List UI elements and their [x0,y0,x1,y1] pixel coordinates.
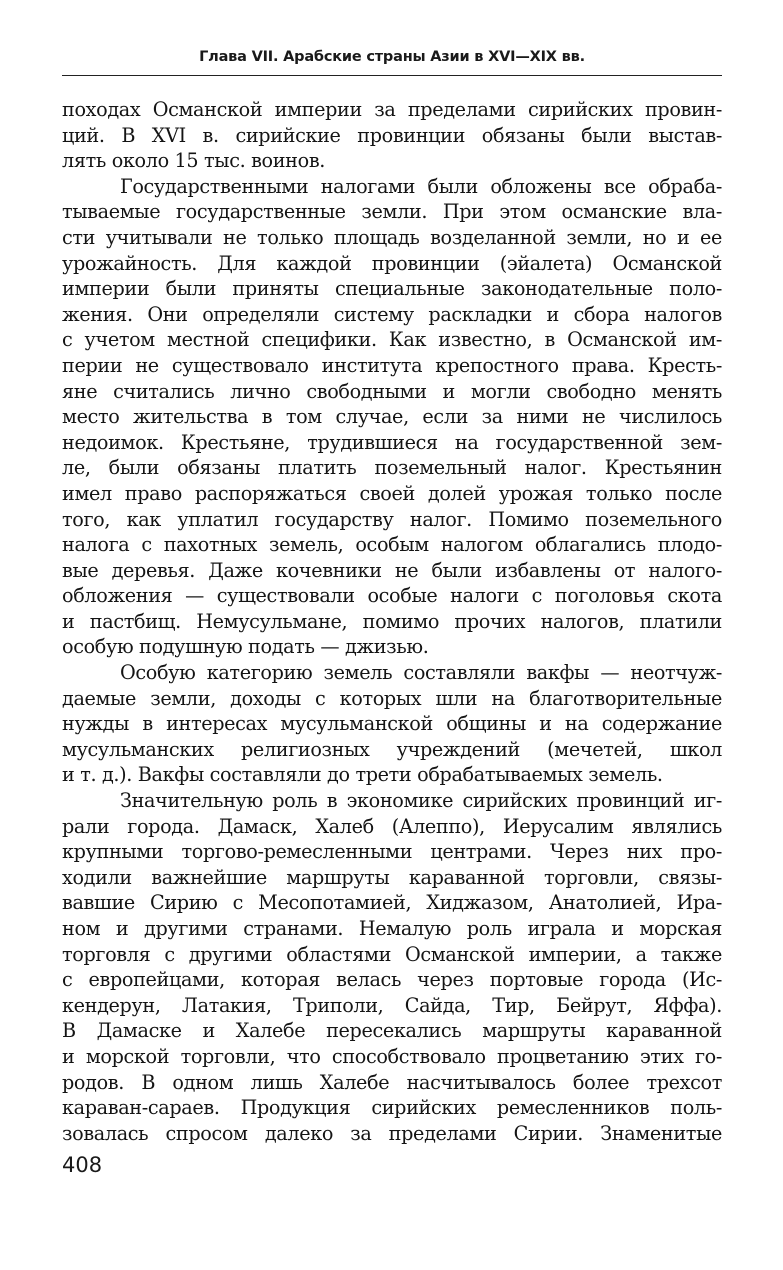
body-line: ходили важнейшие маршруты караванной торговли, связы- [62,865,722,889]
body-line: караван-сараев. Продукция сирийских ремесленников поль- [62,1096,722,1120]
paragraph-first-line: Государственными налогами были обложены все обраба- [120,174,722,198]
body-line: вавшие Сирию с Месопотамией, Хиджазом, Анатолией, Ира- [62,891,722,915]
body-line: место жительства в том случае, если за ними не числилось [62,405,722,429]
header-rule [62,75,722,76]
body-line: и т. д.). Вакфы составляли до трети обрабатываемых земель. [62,763,663,787]
body-line: перии не существовало института крепостного права. Кресть- [62,353,722,377]
body-line: торговля с другими областями Османской империи, а также [62,942,722,966]
body-line: обложения — существовали особые налоги с поголовья скота [62,584,722,608]
running-head: Глава VII. Арабские страны Азии в XVI—XIX вв. [199,49,585,65]
body-line: нужды в интересах мусульманской общины и на содержание [62,712,722,736]
body-line: жения. Они определяли систему раскладки и сбора налогов [62,302,722,326]
body-line: рали города. Дамаск, Халеб (Алеппо), Иерусалим являлись [62,814,722,838]
page-number: 408 [62,1153,103,1177]
body-line: ном и другими странами. Немалую роль играла и морская [62,917,722,940]
body-line: того, как уплатил государству налог. Помимо поземельного [62,507,722,531]
body-line: яне считались лично свободными и могли свободно менять [62,379,722,403]
body-line: империи были приняты специальные законодательные поло- [62,277,722,301]
body-line: налога с пахотных земель, особым налогом облагались плодо- [62,533,722,557]
body-line: недоимок. Крестьяне, трудившиеся на государственной зем- [62,430,722,454]
body-line: зовалась спросом далеко за пределами Сирии. Знаменитые [62,1121,722,1145]
body-line: сти учитывали не только площадь возделанной земли, но и ее [62,225,722,249]
body-line: даемые земли, доходы с которых шли на благотворительные [62,686,722,710]
body-line: ле, были обязаны платить поземельный налог. Крестьянин [62,456,722,480]
body-line: с европейцами, которая велась через портовые города (Ис- [62,968,722,992]
body-line: крупными торгово-ремесленными центрами. Через них про- [62,840,722,864]
body-line: В Дамаске и Халебе пересекались маршруты караванной [62,1019,722,1043]
body-line: мусульманских религиозных учреждений (мечетей, школ [62,737,722,761]
body-line: урожайность. Для каждой провинции (эйалета) Османской [62,251,722,275]
body-line: вые деревья. Даже кочевники не были избавлены от налого- [62,558,722,582]
page-body [62,97,722,1146]
body-line: с учетом местной специфики. Как известно, в Османской им- [62,328,722,352]
body-line: ций. В XVI в. сирийские провинции обязаны были выстав- [62,123,722,147]
body-line: походах Османской империи за пределами сирийских провин- [62,98,722,121]
body-line: тываемые государственные земли. При этом османские вла- [62,200,722,224]
body-line: особую подушную подать — джизью. [62,635,429,659]
body-line: родов. В одном лишь Халебе насчитывалось более трехсот [62,1070,722,1094]
paragraph-first-line: Значительную роль в экономике сирийских провинций иг- [120,789,722,813]
body-line: и морской торговли, что способствовало процветанию этих го- [62,1044,722,1068]
paragraph-first-line: Особую категорию земель составляли вакфы — неотчуж- [120,661,722,685]
body-line: кендерун, Латакия, Триполи, Сайда, Тир, Бейрут, Яффа). [62,993,722,1017]
body-line: имел право распоряжаться своей долей урожая только после [62,481,722,505]
body-line: и пастбищ. Немусульмане, помимо прочих налогов, платили [62,609,722,633]
body-line: лять около 15 тыс. воинов. [62,149,326,173]
